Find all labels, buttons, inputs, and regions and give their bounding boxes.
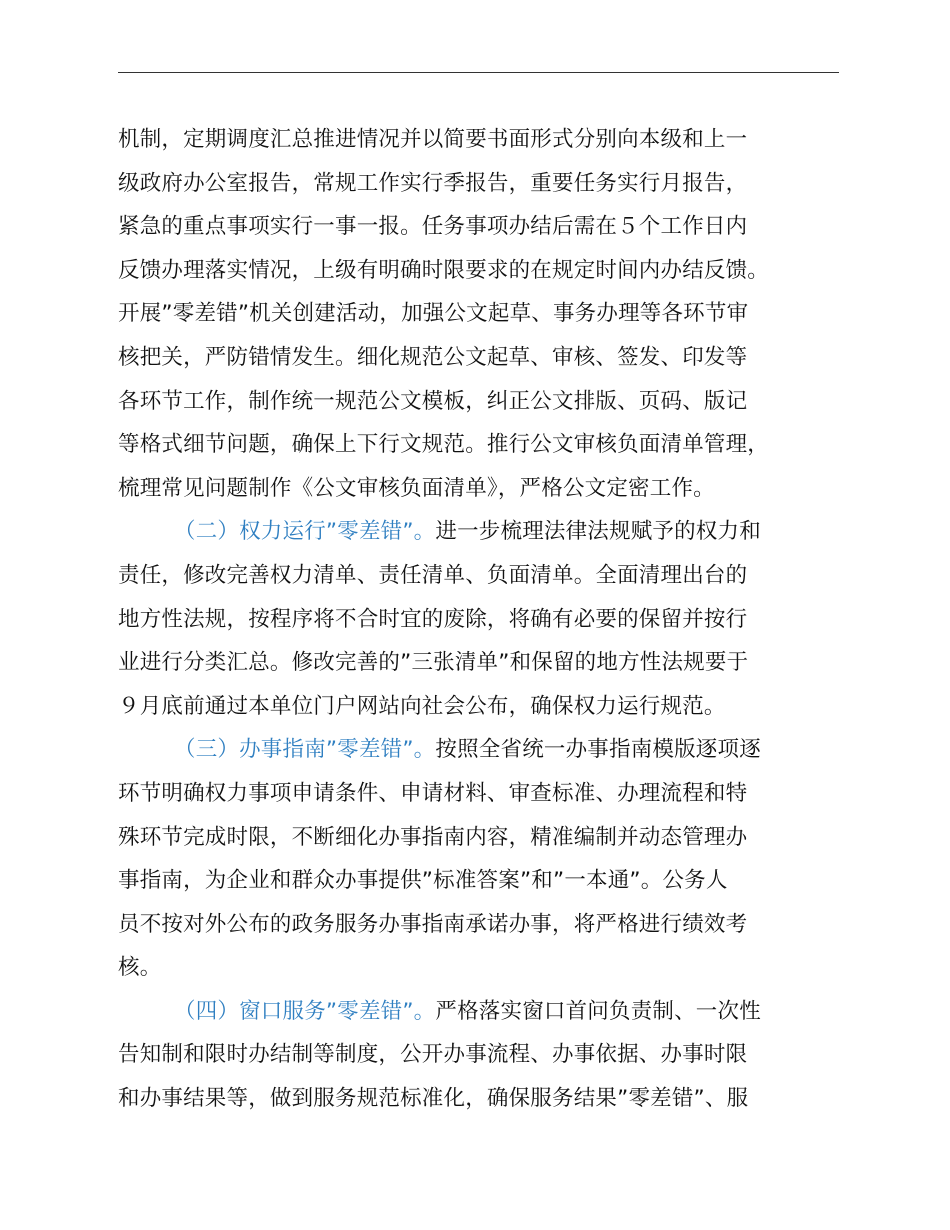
section-heading: （二）权力运行”零差错”。 [174, 519, 436, 545]
text-line: 地方性法规，按程序将不合时宜的废除，将确有必要的保留并按行 [118, 606, 748, 632]
section-2 [118, 510, 858, 728]
document-body [118, 118, 858, 1121]
section-3 [118, 728, 858, 990]
text-line: 殊环节完成时限，不断细化办事指南内容，精准编制并动态管理办 [118, 824, 748, 850]
text-line: ９月底前通过本单位门户网站向社会公布，确保权力运行规范。 [118, 693, 726, 719]
text-line: 员不按对外公布的政务服务办事指南承诺办事，将严格进行绩效考 [118, 911, 748, 937]
text-span: 严格落实窗口首问负责制、一次性 [435, 998, 761, 1024]
text-line: 事指南，为企业和群众办事提供”标准答案”和”一本通”。公务人 [118, 868, 728, 894]
section-heading: （三）办事指南”零差错”。 [174, 737, 436, 763]
text-line: 责任，修改完善权力清单、责任清单、负面清单。全面清理出台的 [118, 562, 748, 588]
text-line: 开展”零差错”机关创建活动，加强公文起草、事务办理等各环节审 [118, 301, 749, 327]
text-line: 核。 [118, 955, 162, 981]
text-line: 告知制和限时办结制等制度，公开办事流程、办事依据、办事时限 [118, 1042, 748, 1068]
text-line: 环节明确权力事项申请条件、申请材料、审查标准、办理流程和特 [118, 780, 748, 806]
text-line: 级政府办公室报告，常规工作实行季报告，重要任务实行月报告， [118, 170, 748, 196]
section-first-line [118, 510, 858, 554]
header-rule [118, 72, 839, 73]
text-span: 按照全省统一办事指南模版逐项逐 [435, 737, 761, 763]
text-line: 核把关，严防错情发生。细化规范公文起草、审核、签发、印发等 [118, 344, 748, 370]
text-line: 梳理常见问题制作《公文审核负面清单》，严格公文定密工作。 [118, 475, 715, 501]
text-line: 等格式细节问题，确保上下行文规范。推行公文审核负面清单管理， [118, 432, 770, 458]
text-line: 紧急的重点事项实行一事一报。任务事项办结后需在５个工作日内 [118, 214, 748, 240]
text-line: 机制，定期调度汇总推进情况并以简要书面形式分别向本级和上一 [118, 127, 748, 152]
text-line: 业进行分类汇总。修改完善的”三张清单”和保留的地方性法规要于 [118, 650, 749, 676]
section-heading: （四）窗口服务”零差错”。 [174, 998, 436, 1024]
section-first-line [118, 990, 858, 1034]
text-span: 进一步梳理法律法规赋予的权力和 [435, 519, 761, 545]
text-line: 各环节工作，制作统一规范公文模板，纠正公文排版、页码、版记 [118, 388, 748, 414]
section-4 [118, 990, 858, 1121]
section-first-line [118, 728, 858, 772]
text-line: 和办事结果等，做到服务规范标准化，确保服务结果”零差错”、服 [118, 1086, 749, 1112]
paragraph-1 [118, 118, 858, 510]
text-line: 反馈办理落实情况，上级有明确时限要求的在规定时间内办结反馈。 [118, 257, 770, 283]
